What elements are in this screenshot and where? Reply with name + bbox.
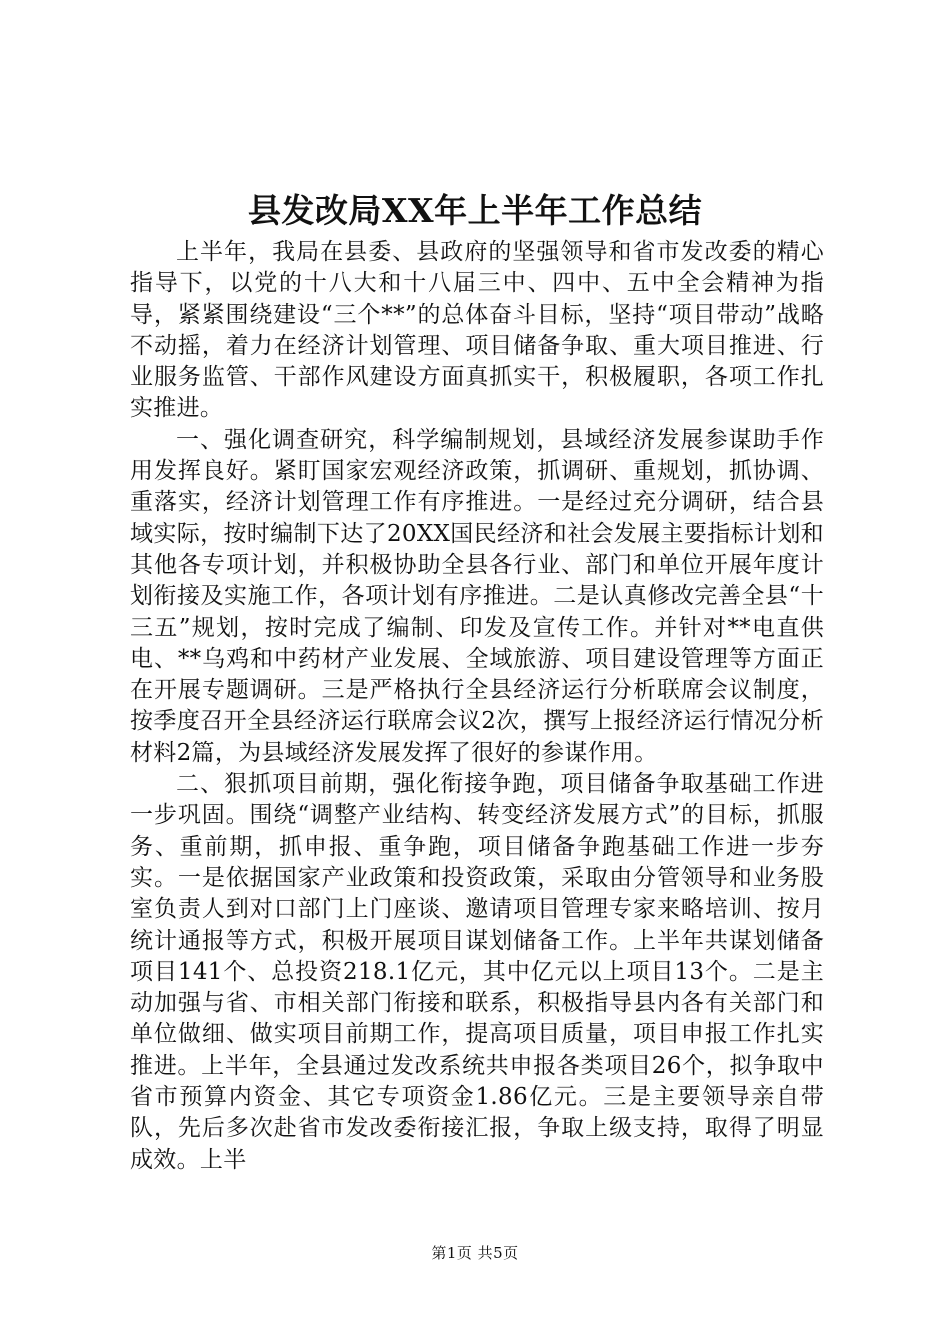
- document-body: [130, 237, 824, 1176]
- document-title: 县发改局XX年上半年工作总结: [247, 191, 703, 230]
- page-number-footer: 第1页 共5页: [431, 1244, 519, 1262]
- paragraph-section-2: 二、狠抓项目前期，强化衔接争跑，项目储备争取基础工作进一步巩固。围绕“调整产业结构、转变经济发展方式”的目标，抓服务、重前期，抓申报、重争跑，项目储备争跑基础工作进一步夯实。一是依据国家产业政策和投资政策，采取由分管领导和业务股室负责人到对口部门上门座谈、邀请项目管理专家来略培训、按月统计通报等方式，积极开展项目谋划储备工作。上半年共谋划储备项目141个、总投资218.1亿元，其中亿元以上项目13个。二是主动加强与省、市相关部门衔接和联系，积极指导县内各有关部门和单位做细、做实项目前期工作，提高项目质量，项目申报工作扎实推进。上半年，全县通过发改系统共申报各类项目26个，拟争取中省市预算内资金、其它专项资金1.86亿元。三是主要领导亲自带队，先后多次赴省市发改委衔接汇报，争取上级支持，取得了明显成效。上半: [130, 771, 824, 1173]
- paragraph-section-1: 一、强化调查研究，科学编制规划，县域经济发展参谋助手作用发挥良好。紧盯国家宏观经济政策，抓调研、重规划，抓协调、重落实，经济计划管理工作有序推进。一是经过充分调研，结合县域实际，按时编制下达了20XX国民经济和社会发展主要指标计划和其他各专项计划，并积极协助全县各行业、部门和单位开展年度计划衔接及实施工作，各项计划有序推进。二是认真修改完善全县“十三五”规划，按时完成了编制、印发及宣传工作。并针对**电直供电、**乌鸡和中药材产业发展、全域旅游、项目建设管理等方面正在开展专题调研。三是严格执行全县经济运行分析联席会议制度，按季度召开全县经济运行联席会议2次，撰写上报经济运行情况分析材料2篇，为县域经济发展发挥了很好的参谋作用。: [130, 426, 824, 766]
- paragraph-intro: 上半年，我局在县委、县政府的坚强领导和省市发改委的精心指导下，以党的十八大和十八届三中、四中、五中全会精神为指导，紧紧围绕建设“三个**”的总体奋斗目标，坚持“项目带动”战略不动摇，着力在经济计划管理、项目储备争取、重大项目推进、行业服务监管、干部作风建设方面真抓实干，积极履职，各项工作扎实推进。: [130, 239, 824, 422]
